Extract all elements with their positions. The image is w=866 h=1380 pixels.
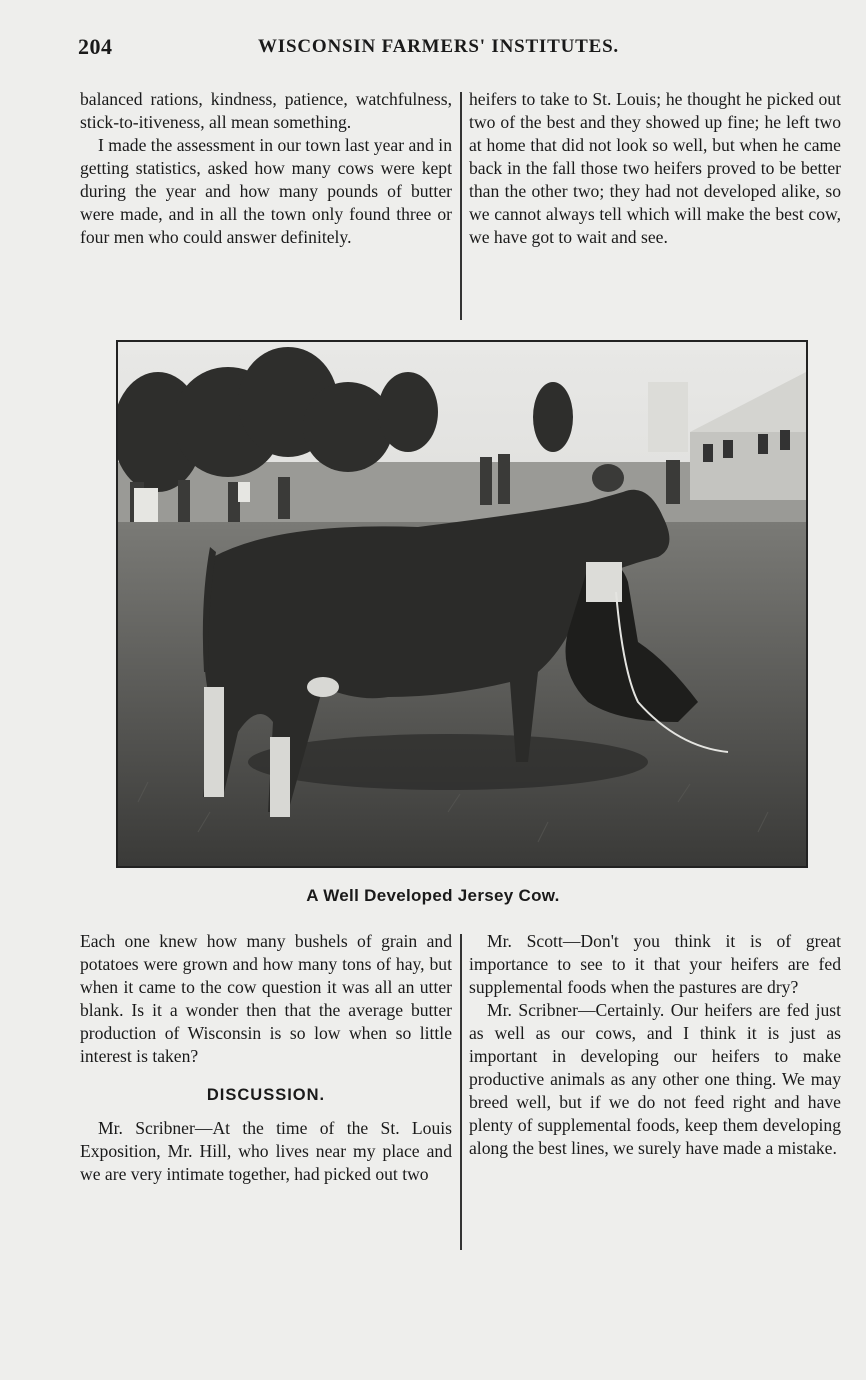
bottom-right-column: [469, 930, 841, 1160]
paragraph: I made the assessment in our town last year and in getting statistics, asked how many cows were kept during the year and how many pounds of butter were made, and in all the town only found three or four men who could answer definitely.: [80, 135, 452, 247]
discussion-heading: DISCUSSION.: [206, 1086, 326, 1104]
column-divider: [460, 92, 462, 320]
paragraph: Each one knew how many bushels of grain and potatoes were grown and how many tons of hay, but when it came to the cow question it was all an utter blank. Is it a wonder then that the average butter production of Wisconsin is so low when so little interest is taken?: [80, 931, 452, 1066]
top-left-column: [80, 88, 452, 249]
top-right-column: [469, 88, 841, 249]
page-number: 204: [78, 34, 113, 59]
jersey-cow-photograph: [116, 340, 808, 868]
column-divider: [460, 934, 462, 1250]
paragraph: Mr. Scott—Don't you think it is of great importance to see to it that your heifers are fed supplemental foods when the pastures are dry?: [469, 931, 841, 997]
cow-photo-illustration: [118, 342, 806, 866]
paragraph: Mr. Scribner—Certainly. Our heifers are fed just as well as our cows, and I think it is just as important in developing our heifers to make productive animals as any other one thing. We may breed well, but if we do not feed right and have plenty of supplemental foods, keep them developing along the best lines, we surely have made a mistake.: [469, 1000, 841, 1158]
figure-caption: A Well Developed Jersey Cow.: [306, 886, 560, 905]
bottom-left-column: [80, 930, 452, 1186]
paragraph: heifers to take to St. Louis; he thought he picked out two of the best and they showed up fine; he left two at home that did not look so well, but when he came back in the fall those two heifers proved to be better than the other two; they had not developed alike, so we cannot always tell which will make the best cow, we have got to wait and see.: [469, 89, 841, 247]
running-title: WISCONSIN FARMERS' INSTITUTES.: [258, 36, 619, 57]
paragraph: balanced rations, kindness, patience, watchfulness, stick-to-itiveness, all mean something.: [80, 89, 452, 132]
paragraph: Mr. Scribner—At the time of the St. Louis Exposition, Mr. Hill, who lives near my place and we are very intimate together, had picked out two: [80, 1118, 452, 1184]
page-header: [78, 34, 658, 62]
